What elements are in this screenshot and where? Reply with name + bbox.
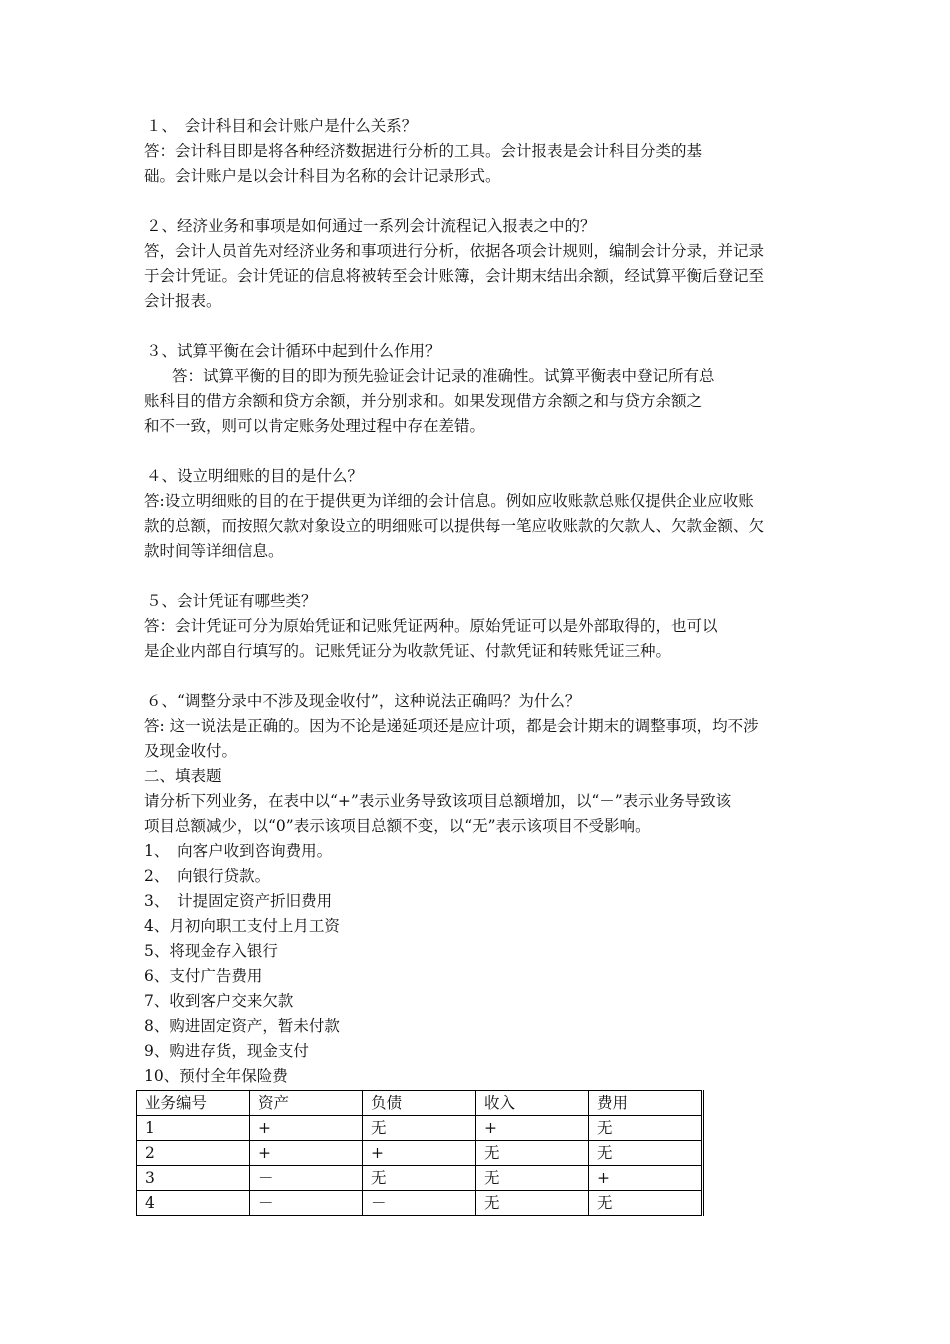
question-1: １、 会计科目和会计账户是什么关系？ bbox=[146, 117, 418, 135]
table-cell: 无 bbox=[589, 1141, 703, 1166]
answer-line: 和不一致，则可以肯定账务处理过程中存在差错。 bbox=[144, 417, 486, 435]
list-item: 7、收到客户交来欠款 bbox=[144, 992, 294, 1010]
table-cell: 3 bbox=[137, 1166, 250, 1191]
table-cell: 4 bbox=[137, 1191, 250, 1216]
document-page bbox=[144, 114, 814, 1216]
table-header-cell: 收入 bbox=[476, 1091, 589, 1116]
qa-block-1 bbox=[144, 114, 814, 189]
table-header-cell: 业务编号 bbox=[137, 1091, 250, 1116]
table-header-cell: 费用 bbox=[589, 1091, 703, 1116]
table-row bbox=[137, 1141, 703, 1166]
table-cell: 无 bbox=[476, 1166, 589, 1191]
table-cell: + bbox=[363, 1141, 476, 1166]
answer-line: 款时间等详细信息。 bbox=[144, 542, 284, 560]
list-item: 10、预付全年保险费 bbox=[144, 1067, 288, 1085]
table-row bbox=[137, 1191, 703, 1216]
qa-block-6 bbox=[144, 689, 814, 764]
table-cell: 2 bbox=[137, 1141, 250, 1166]
table-cell: + bbox=[476, 1116, 589, 1141]
table-cell: 无 bbox=[476, 1191, 589, 1216]
list-item: 8、购进固定资产，暂未付款 bbox=[144, 1017, 340, 1035]
table-cell: － bbox=[250, 1166, 363, 1191]
answer-line: 账科目的借方余额和贷方余额，并分别求和。如果发现借方余额之和与贷方余额之 bbox=[144, 392, 703, 410]
list-item: 1、 向客户收到咨询费用。 bbox=[144, 842, 333, 860]
list-item: 5、将现金存入银行 bbox=[144, 942, 278, 960]
answer-line: 会计报表。 bbox=[144, 292, 222, 310]
question-4: ４、设立明细账的目的是什么？ bbox=[146, 467, 364, 485]
answer-line: 于会计凭证。会计凭证的信息将被转至会计账簿，会计期末结出余额，经试算平衡后登记至 bbox=[144, 267, 765, 285]
table-cell: + bbox=[589, 1166, 703, 1191]
section-title: 二、填表题 bbox=[144, 767, 222, 785]
table-cell: 无 bbox=[363, 1166, 476, 1191]
qa-block-3 bbox=[144, 339, 814, 439]
table-row bbox=[137, 1166, 703, 1191]
list-item: 3、 计提固定资产折旧费用 bbox=[144, 892, 333, 910]
table-cell: 无 bbox=[476, 1141, 589, 1166]
list-item: 9、购进存货，现金支付 bbox=[144, 1042, 309, 1060]
qa-block-2 bbox=[144, 214, 814, 314]
list-item: 6、支付广告费用 bbox=[144, 967, 263, 985]
list-item: 4、月初向职工支付上月工资 bbox=[144, 917, 340, 935]
answer-line: 答：会计科目即是将各种经济数据进行分析的工具。会计报表是会计科目分类的基 bbox=[144, 142, 703, 160]
qa-block-5 bbox=[144, 589, 814, 664]
instruction-line: 请分析下列业务，在表中以“+”表示业务导致该项目总额增加，以“－”表示业务导致该 bbox=[144, 792, 732, 810]
table-cell: 无 bbox=[589, 1116, 703, 1141]
table-cell: + bbox=[250, 1141, 363, 1166]
table-cell: 1 bbox=[137, 1116, 250, 1141]
instruction-line: 项目总额减少，以“0”表示该项目总额不变，以“无”表示该项目不受影响。 bbox=[144, 817, 651, 835]
answer-line: 及现金收付。 bbox=[144, 742, 238, 760]
table-cell: － bbox=[363, 1191, 476, 1216]
table-header-cell: 资产 bbox=[250, 1091, 363, 1116]
table-header-row bbox=[137, 1091, 703, 1116]
table-cell: 无 bbox=[363, 1116, 476, 1141]
answer-line: 答：试算平衡的目的即为预先验证会计记录的准确性。试算平衡表中登记所有总 bbox=[172, 367, 715, 385]
answer-line: 答，会计人员首先对经济业务和事项进行分析，依据各项会计规则，编制会计分录，并记录 bbox=[144, 242, 765, 260]
question-5: ５、会计凭证有哪些类？ bbox=[146, 592, 317, 610]
answer-line: 答: 这一说法是正确的。因为不论是递延项还是应计项，都是会计期末的调整事项，均不涉 bbox=[144, 717, 759, 735]
table-cell: 无 bbox=[589, 1191, 703, 1216]
answer-line: 答：会计凭证可分为原始凭证和记账凭证两种。原始凭证可以是外部取得的，也可以 bbox=[144, 617, 718, 635]
business-item-list bbox=[144, 839, 814, 1089]
answer-line: 础。会计账户是以会计科目为名称的会计记录形式。 bbox=[144, 167, 501, 185]
question-6: ６、“调整分录中不涉及现金收付”，这种说法正确吗？为什么？ bbox=[146, 692, 581, 710]
qa-block-4 bbox=[144, 464, 814, 564]
table-row bbox=[137, 1116, 703, 1141]
question-3: ３、试算平衡在会计循环中起到什么作用？ bbox=[146, 342, 441, 360]
table-header-cell: 负债 bbox=[363, 1091, 476, 1116]
list-item: 2、 向银行贷款。 bbox=[144, 867, 271, 885]
answer-line: 是企业内部自行填写的。记账凭证分为收款凭证、付款凭证和转账凭证三种。 bbox=[144, 642, 672, 660]
answer-line: 款的总额，而按照欠款对象设立的明细账可以提供每一笔应收账款的欠款人、欠款金额、欠 bbox=[144, 517, 765, 535]
table-cell: + bbox=[250, 1116, 363, 1141]
answer-line: 答:设立明细账的目的在于提供更为详细的会计信息。例如应收账款总账仅提供企业应收账 bbox=[144, 492, 754, 510]
table-cell: － bbox=[250, 1191, 363, 1216]
answer-table bbox=[136, 1090, 704, 1216]
question-2: ２、经济业务和事项是如何通过一系列会计流程记入报表之中的？ bbox=[146, 217, 596, 235]
